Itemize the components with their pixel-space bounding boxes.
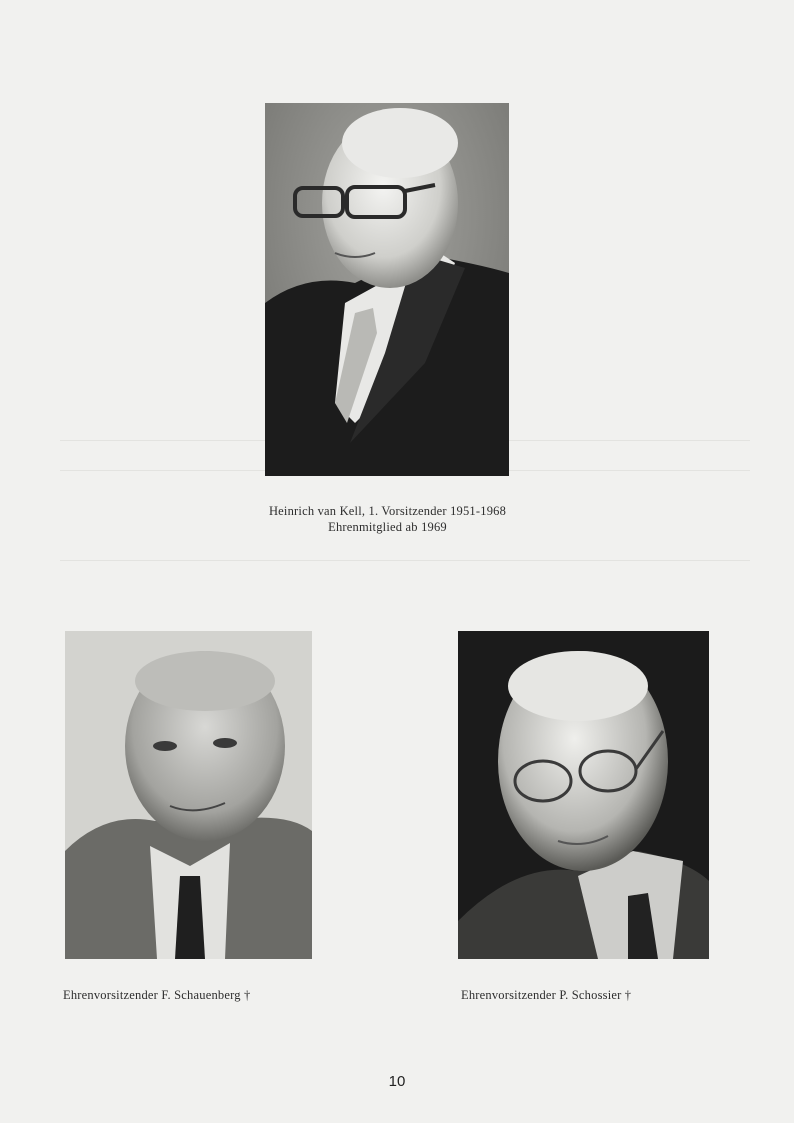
page-number: 10 [388,1073,406,1090]
portrait-caption-schossier: Ehrenvorsitzender P. Schossier † [461,988,632,1002]
portrait-caption-kell [200,503,575,535]
caption-line-honor: Ehrenmitglied ab 1969 [328,520,447,534]
portrait-caption-schauenberg: Ehrenvorsitzender F. Schauenberg † [63,988,251,1002]
bleed-through-line [60,560,750,561]
caption-line-name: Heinrich van Kell, 1. Vorsitzender 1951-1968 [268,504,507,518]
portrait-photo-schossier [458,631,709,959]
portrait-photo-kell [265,103,509,476]
portrait-photo-schauenberg [65,631,312,959]
